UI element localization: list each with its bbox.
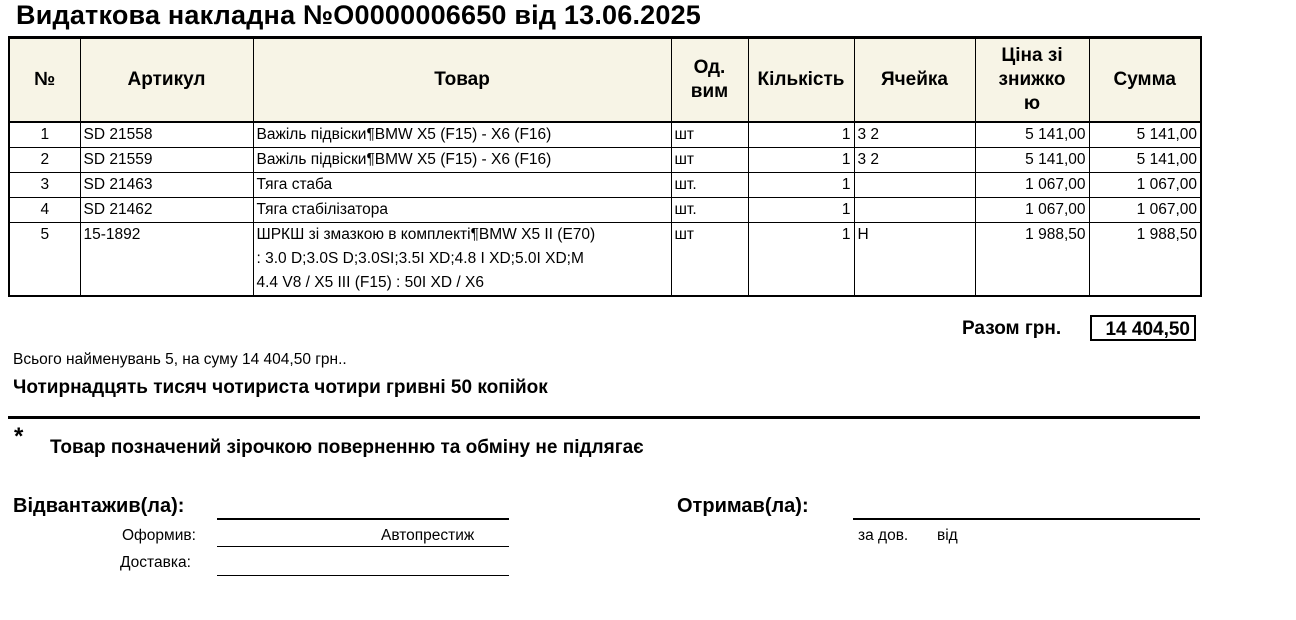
row-num: 4 — [9, 198, 80, 223]
header-price — [975, 38, 1089, 123]
issued-label: Оформив: — [122, 527, 196, 544]
total-value: 14 404,50 — [1090, 315, 1196, 341]
row-product: Тяга стабілізатора — [253, 198, 671, 223]
header-price-line1: Ціна зі — [1001, 45, 1063, 66]
row-sum: 1 067,00 — [1089, 198, 1201, 223]
row-cell — [854, 173, 975, 198]
row-product: Важіль підвіски¶BMW X5 (F15) - X6 (F16) — [253, 148, 671, 173]
amount-in-words: Чотирнадцять тисяч чотириста чотири гривні 50 копійок — [13, 377, 548, 398]
total-label: Разом грн. — [962, 318, 1062, 339]
shipped-signature-line — [217, 518, 509, 520]
shipped-label: Відвантажив(ла): — [13, 495, 185, 517]
received-signature-line — [853, 518, 1200, 520]
power-of-attorney-label: за дов. — [858, 527, 909, 544]
header-num: № — [9, 38, 80, 123]
table-row — [9, 223, 1201, 297]
table-row — [9, 148, 1201, 173]
row-sum: 1 988,50 — [1089, 223, 1201, 297]
divider-line — [8, 416, 1200, 419]
row-qty: 1 — [748, 223, 854, 297]
row-qty: 1 — [748, 173, 854, 198]
row-unit: шт — [671, 148, 748, 173]
row-sku: SD 21463 — [80, 173, 253, 198]
row-sum: 5 141,00 — [1089, 122, 1201, 148]
row-qty: 1 — [748, 122, 854, 148]
items-table — [8, 36, 1202, 297]
row-price: 5 141,00 — [975, 148, 1089, 173]
row-product: Важіль підвіски¶BMW X5 (F15) - X6 (F16) — [253, 122, 671, 148]
row-product-line3: 4.4 V8 / X5 III (F15) : 50I XD / X6 — [256, 274, 484, 291]
row-unit: шт — [671, 223, 748, 297]
row-product: Тяга стаба — [253, 173, 671, 198]
row-sku: SD 21558 — [80, 122, 253, 148]
header-sku: Артикул — [80, 38, 253, 123]
received-label: Отримав(ла): — [677, 495, 809, 517]
row-cell: Н — [854, 223, 975, 297]
row-num: 5 — [9, 223, 80, 297]
table-row — [9, 173, 1201, 198]
row-sku: SD 21559 — [80, 148, 253, 173]
table-header-row — [9, 38, 1201, 123]
row-unit: шт — [671, 122, 748, 148]
from-label: від — [937, 527, 958, 544]
row-num: 3 — [9, 173, 80, 198]
header-cell: Ячейка — [854, 38, 975, 123]
row-num: 1 — [9, 122, 80, 148]
row-sku: 15-1892 — [80, 223, 253, 297]
row-sum: 5 141,00 — [1089, 148, 1201, 173]
row-unit: шт. — [671, 198, 748, 223]
header-sum: Сумма — [1089, 38, 1201, 123]
header-price-line2: знижко — [998, 69, 1066, 90]
header-qty: Кількість — [748, 38, 854, 123]
header-unit — [671, 38, 748, 123]
row-product-line1: ШРКШ зі змазкою в комплекті¶BMW X5 II (E70) — [256, 226, 596, 243]
row-cell: 3 2 — [854, 122, 975, 148]
row-sum: 1 067,00 — [1089, 173, 1201, 198]
header-unit-line2: вим — [690, 81, 729, 102]
header-unit-line1: Од. — [693, 57, 726, 78]
row-num: 2 — [9, 148, 80, 173]
items-summary: Всього найменувань 5, на суму 14 404,50 грн.. — [13, 351, 347, 368]
header-product: Товар — [253, 38, 671, 123]
issued-value: Автопрестиж — [381, 527, 475, 544]
row-price: 1 067,00 — [975, 198, 1089, 223]
row-qty: 1 — [748, 148, 854, 173]
row-qty: 1 — [748, 198, 854, 223]
row-product — [253, 223, 671, 297]
table-row — [9, 198, 1201, 223]
row-product-line2: : 3.0 D;3.0S D;3.0SI;3.5I XD;4.8 I XD;5.0I XD;M — [256, 250, 584, 267]
row-price: 5 141,00 — [975, 122, 1089, 148]
table-row — [9, 122, 1201, 148]
asterisk-mark: * — [14, 423, 24, 450]
document-title: Видаткова накладна №О0000006650 від 13.06.2025 — [16, 0, 702, 30]
row-unit: шт. — [671, 173, 748, 198]
row-cell: 3 2 — [854, 148, 975, 173]
delivery-label: Доставка: — [120, 554, 191, 571]
delivery-line — [217, 575, 509, 576]
return-notice: Товар позначений зірочкою поверненню та обміну не підлягає — [50, 437, 644, 458]
issued-line — [217, 546, 509, 547]
header-price-line3: ю — [1023, 93, 1041, 114]
row-price: 1 988,50 — [975, 223, 1089, 297]
row-price: 1 067,00 — [975, 173, 1089, 198]
row-cell — [854, 198, 975, 223]
row-sku: SD 21462 — [80, 198, 253, 223]
